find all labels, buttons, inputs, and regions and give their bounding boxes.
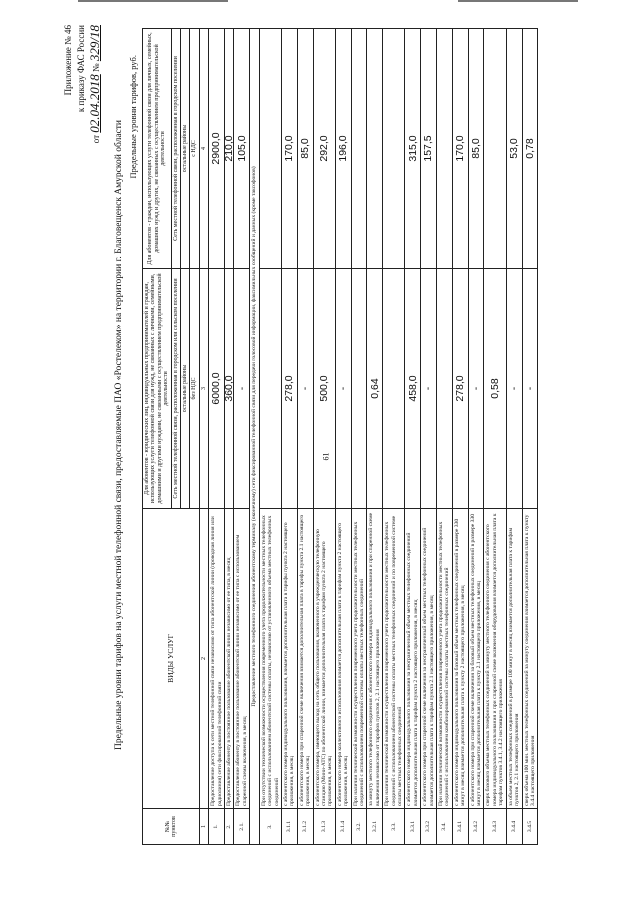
service-description: Предоставление абоненту в постоянное пользование абонентской линии независимо от ее типа, в месяц [225,509,234,809]
row-number: 3.4.4 [506,809,522,845]
order-reference: к приказу ФАС России [76,25,86,113]
table-row [421,29,437,845]
row-number: 3. [259,809,281,845]
column-number: 4 [199,29,208,269]
tariff-value-legal [351,269,367,509]
tariff-value-legal: 278,0 [281,269,297,509]
row-number: 3.4. [437,809,453,845]
table-row [405,29,421,845]
service-description: При наличии технической возможности осуществления повременного учета продолжительности местных телефонных соединений с использованием абонентской системы оплаты местных телефонных соединений и по повременной системе оплаты местных телефонных соединений [383,509,405,809]
row-number: 3.1.2 [297,809,313,845]
tariff-value-legal: 0,64 [367,269,383,509]
row-number: 1. [209,809,225,845]
service-description: При отсутствии технической возможности осуществления повременного учета продолжительности местных телефонных соединений с использованием абонентской системы оплаты, независимо от установленного объема местных телефонных соединений [259,509,281,809]
service-description: с абонентского номера при спаренной схеме включения за неограниченный объем местных телефонных соединений взимается дополнительная плата к тарифам пункта 2.1 настоящего приложения, в месяц [421,509,437,809]
order-number: 329/18 [87,25,102,62]
tariff-value-citizens: 85,0 [297,29,313,269]
table-row [234,29,250,845]
table-row [335,29,351,845]
tariff-value-citizens [484,29,506,269]
tariff-value-legal: - [468,269,484,509]
table-row [313,29,335,845]
date-prefix: от [91,134,101,144]
tariff-value-citizens: 315,0 [405,29,421,269]
service-description: с абонентского номера индивидуального пользования за базовый объем местных телефонных соединений в размере 330 минут в месяц взимается дополнительная плата к пункту 2 настоящего приложения, в месяц [452,509,468,809]
row-number: 3.2. [351,809,367,845]
header-service-types: ВИДЫ УСЛУГ [143,509,200,809]
table-row [468,29,484,845]
tariff-value-citizens: 157,5 [421,29,437,269]
table-row [367,29,383,845]
tariff-value-citizens: 0,78 [522,29,538,269]
header-network-urban: Сеть местной телефонной связи, расположенная в городском поселении [171,29,180,269]
row-number: 3.2.1 [367,809,383,845]
tariff-value-legal: - [297,269,313,509]
row-number: 3.1.3 [313,809,335,845]
tariff-value-citizens: 170,0 [281,29,297,269]
tariff-value-legal: 0,58 [484,269,506,509]
tariff-value-legal: 500,0 [313,269,335,509]
tariff-value-citizens: 196,0 [335,29,351,269]
row-number: 3.1.1 [281,809,297,845]
tariff-value-citizens: 85,0 [468,29,484,269]
header-without-vat: без НДС [190,269,199,509]
header-other-districts: остальные районы [181,29,190,269]
service-description: сверх базового объема местных телефонных соединений за минуту местного телефонного соединения с абонентского номера индивидуального пользования и при спаренной схеме включения оборудования взимается дополнительная плата к тарифам пунктов 3.4.1, 3.4.2 настоящего приложения [484,509,506,809]
page-number: 61 [321,452,331,461]
row-number: 2. [225,809,234,845]
service-description: сверх объема 100 мин. местных телефонных соединений за минуту соединения взимается дополнительная плата к пункту 3.4.4 настоящего приложения [522,509,538,809]
tariff-value-citizens: 2900,0 [209,29,225,269]
service-description: за объем местных телефонных соединений в размере 100 минут в месяц взимается дополнительная плата к тарифам пунктов 2, 2.1 настоящего приложения [506,509,522,809]
table-row [383,29,405,845]
tariff-value-legal: 458,0 [405,269,421,509]
table-row [506,29,522,845]
tariff-value-citizens [351,29,367,269]
header-item-number: №№ пунктов [143,809,200,845]
table-row [259,29,281,845]
order-date-line [88,25,103,175]
tariff-value-legal: 278,0 [452,269,468,509]
tariff-value-legal: 360,0 [225,269,234,509]
header-other-districts: остальные районы [181,269,190,509]
header-network-urban-rural: Сеть местной телефонной связи, расположенная в городском или сельском поселении [171,269,180,509]
tariff-value-citizens: 170,0 [452,29,468,269]
tariff-value-legal: - [234,269,250,509]
service-description: с абонентского номера индивидуального пользования, взимается дополнительная плата в тарифы пункта 2 настоящего приложения, в месяц [281,509,297,809]
section-row [250,29,259,845]
order-date: 02.04.2018 [87,74,102,133]
header-citizens: Для абонентов - граждан, использующих услуги телефонной связи для личных, семейных, домашних нужд и других, не связанных с осуществлением предпринимательской деятельности [143,29,172,269]
row-number: 3.3.1 [405,809,421,845]
service-description: с абонентского номера коллективного использования взимается дополнительная плата к тарифам пункта 2 настоящего приложения, в месяц [335,509,351,809]
table-row [225,29,234,845]
number-prefix: № [91,63,101,72]
row-number: 3.4.2 [468,809,484,845]
unit-note: Предельные уровни тарифов, руб. [128,55,138,179]
table-row [281,29,297,845]
tariff-value-citizens: 292,0 [313,29,335,269]
row-number: 3.3.2 [421,809,437,845]
top-edge-mark [78,0,228,2]
top-edge-mark [458,0,578,2]
row-number: 3.4.3 [484,809,506,845]
row-number: 3.3. [383,809,405,845]
service-description: с абонентского номера при спаренной схеме включения за базовый объем местных телефонных соединений в размере 330 минут в месяц взимается дополнительная плата к пункту 2.1 настоящего приложения, в месяц [468,509,484,809]
section-heading: Предоставление местного телефонного соединения абонентскому терминалу (оконечному) сети фиксированной телефонной связи для передачи голосовой информации, факсимильных сообщений и данных (кроме таксофонов) [250,29,259,845]
table-row [351,29,367,845]
tariff-value-citizens [367,29,383,269]
tariff-value-legal [259,269,281,509]
row-number: 3.1.4 [335,809,351,845]
table-row [297,29,313,845]
rotated-page [48,15,608,855]
table-row [452,29,468,845]
service-description: При наличии технической возможности осуществления повременного учета продолжительности местных телефонных соединений с использованием комбинированной системы оплаты местных телефонных соединений [437,509,453,809]
tariff-value-citizens [259,29,281,269]
row-number: 2.1. [234,809,250,845]
tariff-value-legal: - [335,269,351,509]
table-row [484,29,506,845]
header-with-vat: с НДС [190,29,199,269]
row-number: 3.4.1 [452,809,468,845]
service-description: с абонентского номера, имеющего выход на сеть общего пользования, включенного в учрежденческую телефонную станцию (Мини-АТС) по абонентской линии, взимается дополнительная плата к тарифам пункта 2 настоящего приложения, в месяц [313,509,335,809]
tariff-value-citizens [437,29,453,269]
column-number: 2 [199,509,208,809]
tariff-value-citizens: 105,0 [234,29,250,269]
column-number: 1 [199,809,208,845]
document-title: Предельные уровни тарифов на услуги местной телефонной связи, предоставляемые ПАО «Ростелеком» на территории г. Благовещенск Амурской области [114,120,124,751]
service-description: с абонентского номера при спаренной схеме включения взимается дополнительная плата в тарифы пункта 2.1 настоящего приложения, в месяц [297,509,313,809]
tariff-table-body [209,29,538,845]
service-description: с абонентского номера индивидуального пользования за неограниченный объем местных телефонных соединений взимается дополнительная плата к тарифам пункта 2 настоящего приложения, в месяц [405,509,421,809]
service-description: Предоставление абоненту в постоянное пользование абонентской линии независимо от ее типа с использованием спаренной схемы включения, в месяц [234,509,250,809]
approval-block [62,25,103,175]
tariff-value-legal [437,269,453,509]
tariff-value-legal: - [421,269,437,509]
service-description: Предоставление доступа к сети местной телефонной связи независимо от типа абонентской линии (проводная линия или радиолиния) сети фиксированной телефонной связи [209,509,225,809]
tariff-value-citizens [383,29,405,269]
row-number: 3.4.5 [522,809,538,845]
tariff-value-citizens: 210,0 [225,29,234,269]
tariff-table [142,28,538,845]
service-description: При наличии технической возможности осуществления повременного учета продолжительности местных телефонных соединений с использованием повременной системы оплаты местных телефонных соединений [351,509,367,809]
tariff-value-legal: 6000,0 [209,269,225,509]
table-row [437,29,453,845]
appendix-label: Приложение № 46 [63,25,73,96]
table-row [522,29,538,845]
tariff-value-legal: - [522,269,538,509]
column-number: 3 [199,269,208,509]
service-description: за минуту местного телефонного соединения с абонентского номера индивидуального пользования и при спаренной схеме включения независимо от тарифов пунктов 2, 2.1 настоящего приложения [367,509,383,809]
tariff-value-citizens: 53,0 [506,29,522,269]
tariff-value-legal [383,269,405,509]
header-legal-entities: Для абонентов - юридических лиц, индивидуальных предпринимателей и граждан, использующих услуги телефонной связи для нужд, не связанных с личными, семейными, домашними и другими нуждами, не связанными с осуществлением предпринимательской деятельности [143,269,172,509]
tariff-value-legal: - [506,269,522,509]
